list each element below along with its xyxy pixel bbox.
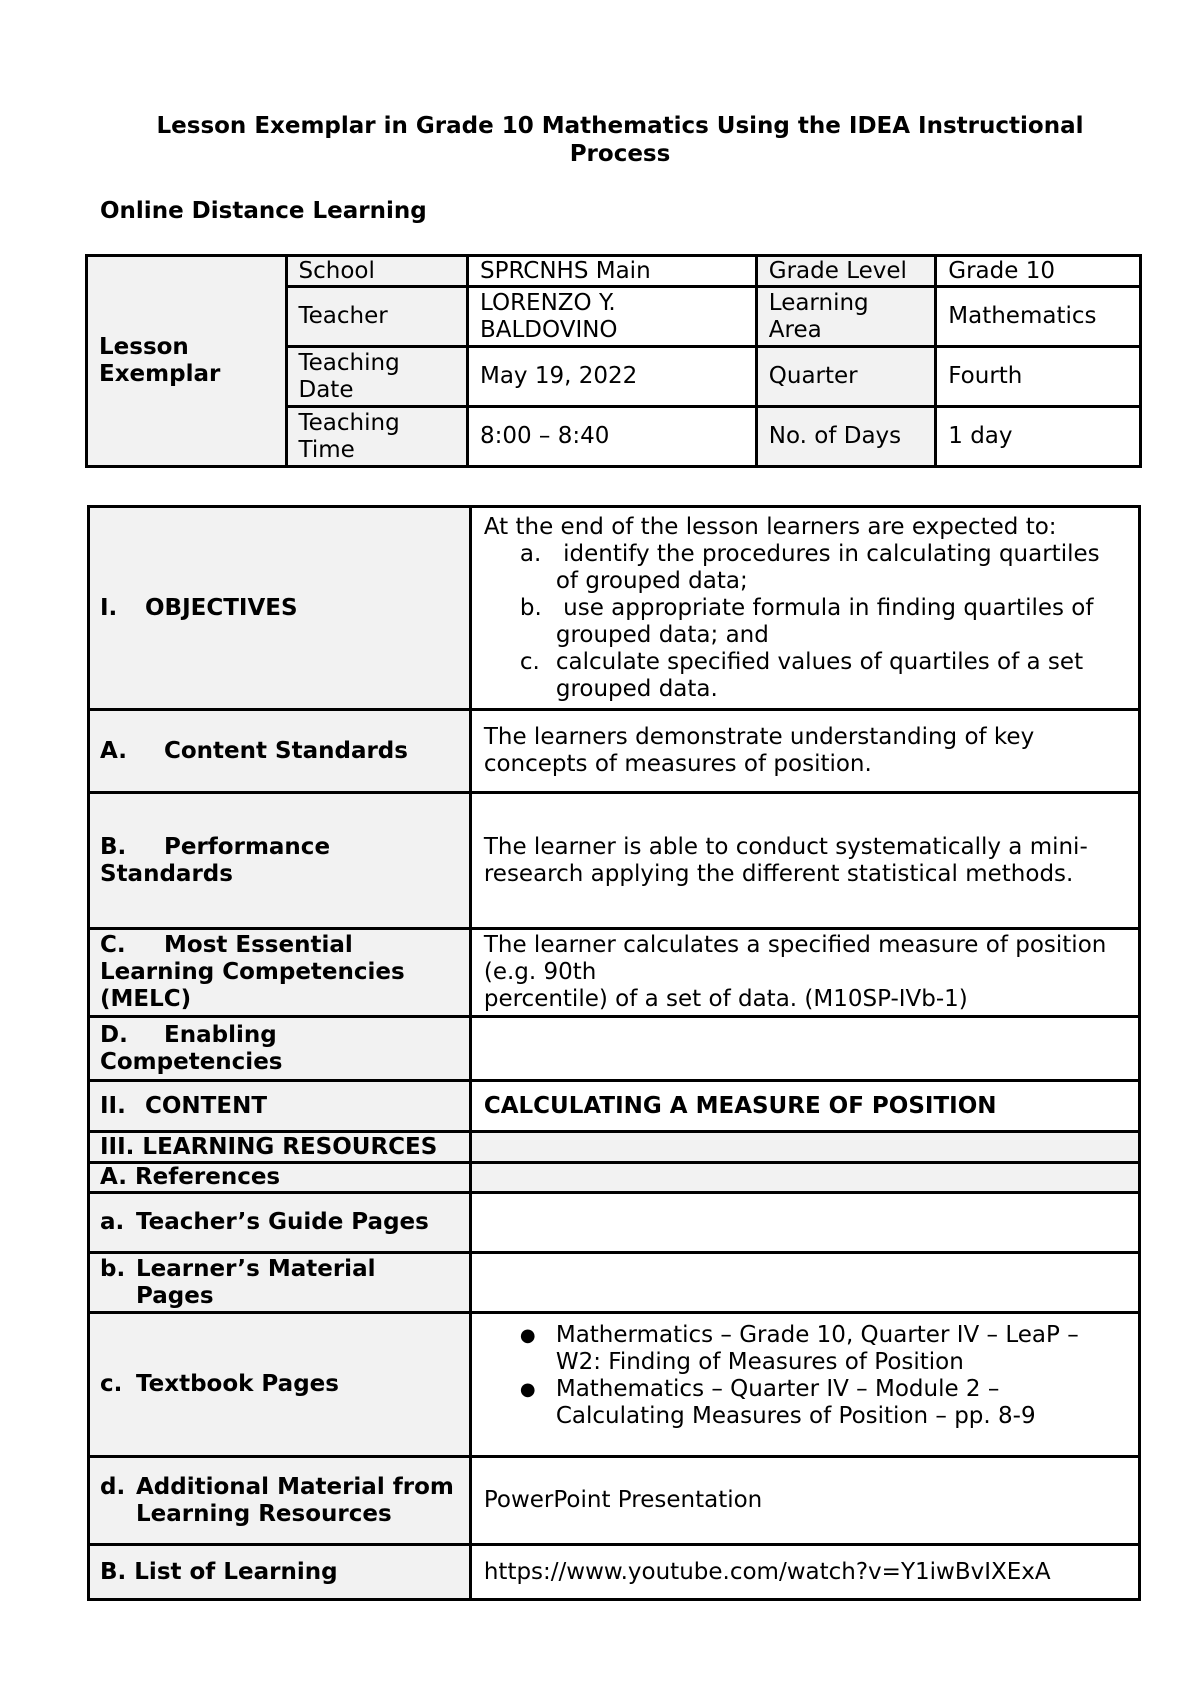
document-subtitle: Online Distance Learning [100, 198, 427, 224]
content-standards-value: The learners demonstrate understanding of key concepts of measures of position. [470, 710, 1139, 793]
list-of-learning-label: B. List of Learning [89, 1545, 471, 1600]
teaching-time-label: Teaching Time [286, 407, 467, 467]
days-label: No. of Days [756, 407, 935, 467]
textbook-row [89, 1313, 1140, 1457]
list-item: c. calculate specified values of quartiles of a set grouped data. [519, 648, 1084, 702]
learners-material-label: b. Learner’s Material Pages [100, 1255, 376, 1309]
days-value: 1 day [936, 407, 1141, 467]
teacher-label: Teacher [286, 287, 467, 347]
list-item: ● Mathermatics – Grade 10, Quarter IV – LeaP – W2: Finding of Measures of Position [519, 1322, 1079, 1375]
school-label: School [286, 256, 467, 287]
melc-row [89, 929, 1140, 1017]
lesson-plan-table [87, 505, 1141, 1601]
teachers-guide-row [89, 1193, 1140, 1253]
list-item: b. use appropriate formula in finding quartiles of grouped data; and [519, 594, 1101, 648]
learning-resource-link[interactable]: https://www.youtube.com/watch?v=Y1iwBvIXExA [470, 1545, 1139, 1600]
content-label: II. CONTENT [100, 1092, 268, 1119]
list-item: ● Mathematics – Quarter IV – Module 2 – Calculating Measures of Position – pp. 8-9 [519, 1376, 1036, 1429]
learning-area-label: Learning Area [756, 287, 935, 347]
additional-material-row [89, 1457, 1140, 1545]
performance-standards-row [89, 793, 1140, 929]
performance-standards-label: B. Performance Standards [89, 793, 471, 929]
learning-area-value: Mathematics [936, 287, 1141, 347]
references-value [470, 1163, 1139, 1193]
learners-material-value [470, 1253, 1139, 1313]
teaching-date-value: May 19, 2022 [467, 347, 756, 407]
learning-resources-row [89, 1132, 1140, 1163]
list-of-learning-row [89, 1545, 1140, 1600]
teacher-value: LORENZO Y. BALDOVINO [467, 287, 756, 347]
learning-resources-label: III. LEARNING RESOURCES [89, 1132, 471, 1163]
textbook-label: c. Textbook Pages [100, 1371, 339, 1397]
melc-value: The learner calculates a specified measure of position (e.g. 90th percentile) of a set of data. (M10SP-IVb-1) [470, 929, 1139, 1017]
grade-level-value: Grade 10 [936, 256, 1141, 287]
content-value: CALCULATING A MEASURE OF POSITION [470, 1081, 1139, 1132]
enabling-competencies-value [470, 1017, 1139, 1081]
performance-standards-value: The learner is able to conduct systematically a mini-research applying the different statistical methods. [470, 793, 1139, 929]
objectives-label: I. OBJECTIVES [100, 594, 298, 621]
additional-material-value: PowerPoint Presentation [470, 1457, 1139, 1545]
enabling-competencies-row [89, 1017, 1140, 1081]
objectives-list [484, 541, 1128, 703]
learning-resources-value [470, 1132, 1139, 1163]
lesson-exemplar-label: Lesson Exemplar [87, 256, 287, 467]
bullet-icon: ● [519, 1379, 536, 1400]
document-title: Lesson Exemplar in Grade 10 Mathematics Using the IDEA Instructional Process [156, 113, 1084, 167]
objectives-row [89, 507, 1140, 710]
references-row [89, 1163, 1140, 1193]
textbook-list [484, 1322, 1128, 1430]
quarter-label: Quarter [756, 347, 935, 407]
bullet-icon: ● [519, 1325, 536, 1346]
learners-material-row [89, 1253, 1140, 1313]
quarter-value: Fourth [936, 347, 1141, 407]
melc-label: C. Most Essential Learning Competencies (MELC) [89, 929, 471, 1017]
objectives-value [470, 507, 1139, 710]
school-value: SPRCNHS Main [467, 256, 756, 287]
content-standards-label: A. Content Standards [100, 737, 408, 764]
lesson-info-table [85, 254, 1142, 468]
list-item: a. identify the procedures in calculating quartiles of grouped data; [519, 540, 1107, 594]
teaching-date-label: Teaching Date [286, 347, 467, 407]
teachers-guide-value [470, 1193, 1139, 1253]
objectives-intro: At the end of the lesson learners are expected to: [483, 513, 1057, 540]
teachers-guide-label: a. Teacher’s Guide Pages [100, 1209, 429, 1235]
textbook-value [470, 1313, 1139, 1457]
references-label: A. References [89, 1163, 471, 1193]
content-row [89, 1081, 1140, 1132]
content-standards-row [89, 710, 1140, 793]
grade-level-label: Grade Level [756, 256, 935, 287]
teaching-time-value: 8:00 – 8:40 [467, 407, 756, 467]
enabling-competencies-label: D. Enabling Competencies [89, 1017, 471, 1081]
additional-material-label: d. Additional Material from Learning Resources [100, 1473, 454, 1527]
